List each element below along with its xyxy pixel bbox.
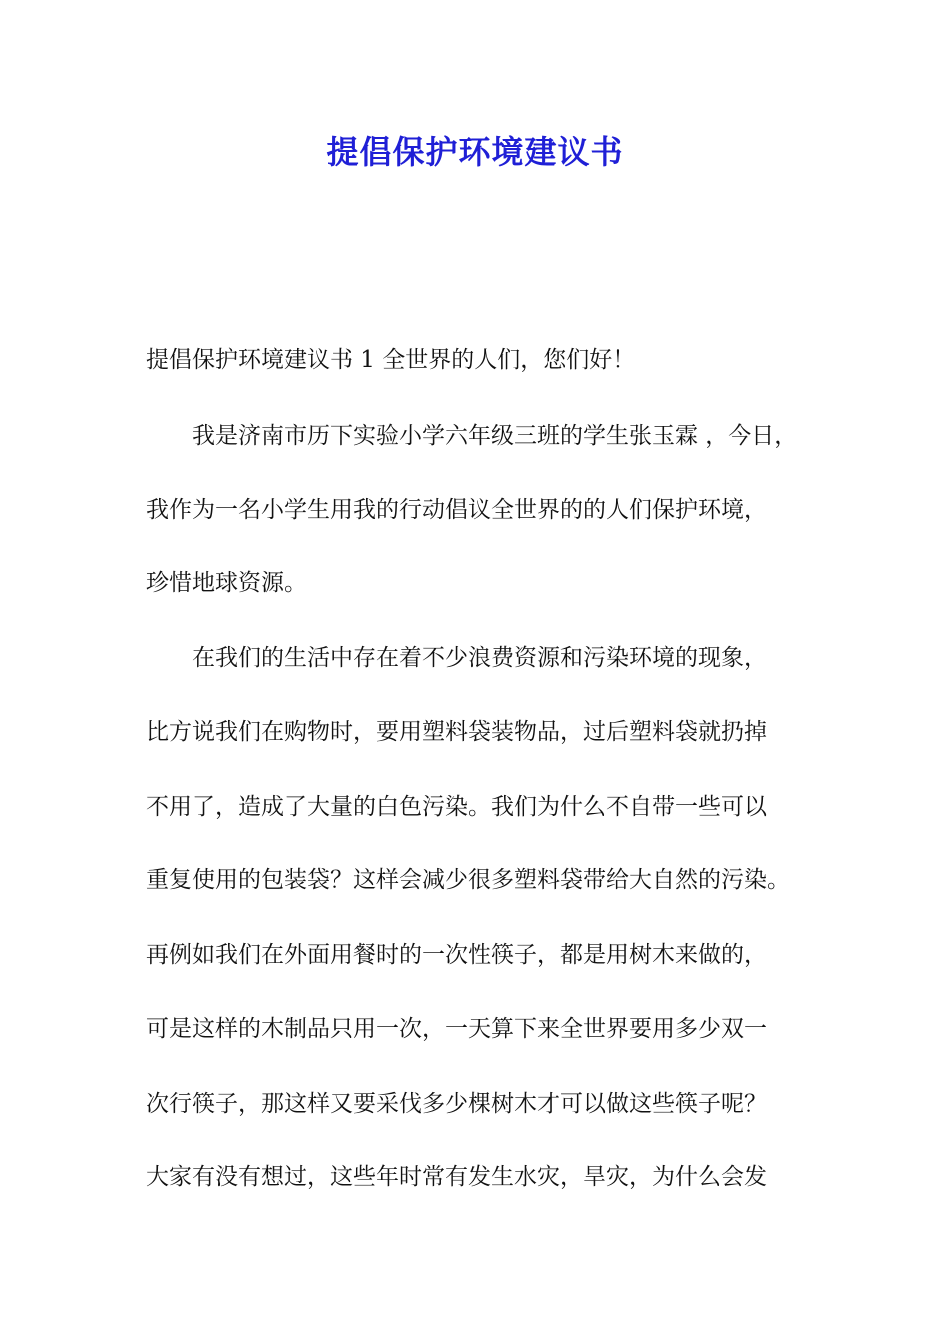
text-line-8: 重复使用的包装袋？这样会减少很多塑料袋带给大自然的污染。 [146, 867, 790, 893]
text-line-2: 我是济南市历下实验小学六年级三班的学生张玉霖 ，今日， [192, 423, 798, 449]
text-line-9: 再例如我们在外面用餐时的一次性筷子，都是用树木来做的， [146, 942, 767, 968]
text-line-11: 次行筷子，那这样又要采伐多少棵树木才可以做这些筷子呢？ [146, 1091, 767, 1117]
text-line-12: 大家有没有想过，这些年时常有发生水灾，旱灾，为什么会发 [146, 1164, 767, 1190]
text-line-1: 提倡保护环境建议书 1 全世界的人们，您们好！ [146, 347, 636, 373]
text-line-4: 珍惜地球资源。 [146, 570, 307, 596]
text-line-10: 可是这样的木制品只用一次，一天算下来全世界要用多少双一 [146, 1016, 767, 1042]
text-line-3: 我作为一名小学生用我的行动倡议全世界的的人们保护环境， [146, 497, 767, 523]
document-title: 提倡保护环境建议书 [326, 133, 624, 171]
text-line-6: 比方说我们在购物时，要用塑料袋装物品，过后塑料袋就扔掉 [146, 719, 767, 745]
text-line-7: 不用了，造成了大量的白色污染。我们为什么不自带一些可以 [146, 794, 767, 820]
text-line-5: 在我们的生活中存在着不少浪费资源和污染环境的现象， [192, 645, 767, 671]
